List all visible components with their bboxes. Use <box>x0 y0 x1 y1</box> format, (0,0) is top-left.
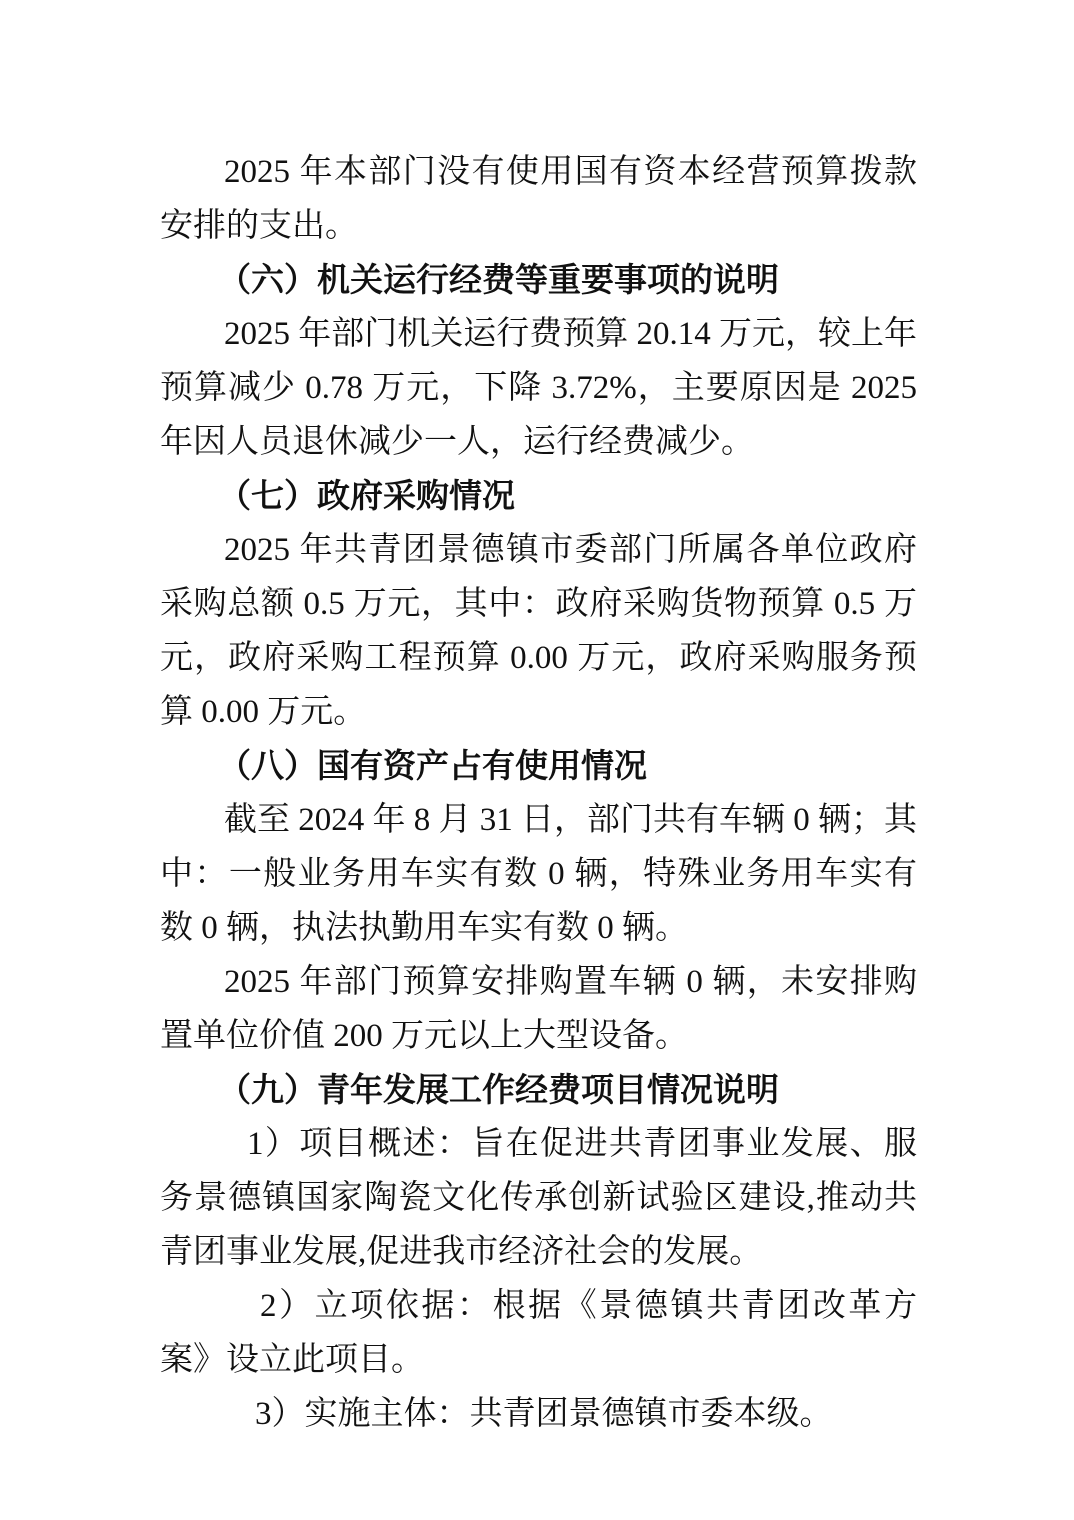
paragraph-vehicles-detail: 截至 2024 年 8 月 31 日，部门共有车辆 0 辆；其中：一般业务用车实有数 0 辆，特殊业务用车实有数 0 辆，执法执勤用车实有数 0 辆。 <box>160 802 917 946</box>
heading-section-8-state-assets: （八）国有资产占有使用情况 <box>218 747 647 784</box>
heading-section-6-operating-expenses: （六）机关运行经费等重要事项的说明 <box>218 261 779 298</box>
heading-section-9-youth-development-project: （九）青年发展工作经费项目情况说明 <box>218 1071 779 1108</box>
paragraph-procurement-detail: 2025 年共青团景德镇市委部门所属各单位政府采购总额 0.5 万元，其中：政府采购货物预算 0.5 万元，政府采购工程预算 0.00 万元，政府采购服务预算 0.00 万元。 <box>160 532 917 730</box>
paragraph-operating-expenses-detail: 2025 年部门机关运行费预算 20.14 万元，较上年预算减少 0.78 万元，下降 3.72%，主要原因是 2025 年因人员退休减少一人，运行经费减少。 <box>160 316 917 460</box>
paragraph-equipment-purchase: 2025 年部门预算安排购置车辆 0 辆，未安排购置单位价值 200 万元以上大型设备。 <box>160 964 917 1054</box>
list-item-project-basis: 2）立项依据：根据《景德镇共青团改革方案》设立此项目。 <box>160 1288 917 1378</box>
list-item-project-overview: 1）项目概述：旨在促进共青团事业发展、服务景德镇国家陶瓷文化传承创新试验区建设,推动共青团事业发展,促进我市经济社会的发展。 <box>160 1126 917 1270</box>
list-item-project-implementer: 3）实施主体：共青团景德镇市委本级。 <box>255 1396 833 1432</box>
paragraph-state-capital-budget: 2025 年本部门没有使用国有资本经营预算拨款安排的支出。 <box>160 154 917 244</box>
heading-section-7-government-procurement: （七）政府采购情况 <box>218 477 515 514</box>
